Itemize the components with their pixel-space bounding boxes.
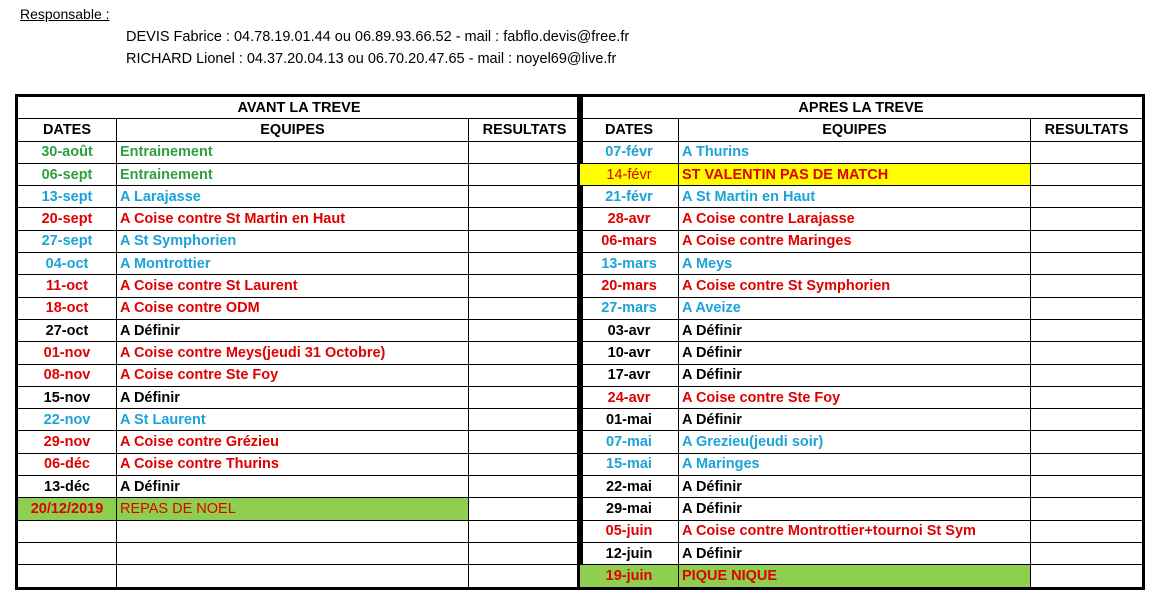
result-cell xyxy=(1031,208,1144,230)
team-cell: A Coise contre Meys(jeudi 31 Octobre) xyxy=(117,342,469,364)
table-row xyxy=(17,409,582,431)
table-row xyxy=(579,275,1144,297)
table-row xyxy=(17,476,582,498)
result-cell xyxy=(1031,141,1144,163)
table-row xyxy=(17,453,582,475)
table-row xyxy=(579,319,1144,341)
date-cell: 21-févr xyxy=(579,186,679,208)
date-cell xyxy=(17,542,117,564)
responsable-label: Responsable : xyxy=(20,6,110,22)
team-cell: A Coise contre St Laurent xyxy=(117,275,469,297)
table-row xyxy=(17,253,582,275)
date-cell: 29-nov xyxy=(17,431,117,453)
team-cell: A Définir xyxy=(117,319,469,341)
team-cell xyxy=(117,542,469,564)
date-cell: 06-déc xyxy=(17,453,117,475)
date-cell: 08-nov xyxy=(17,364,117,386)
table-row xyxy=(579,565,1144,588)
result-cell xyxy=(469,297,582,319)
result-cell xyxy=(469,253,582,275)
result-cell xyxy=(469,565,582,588)
table-row xyxy=(579,498,1144,520)
date-cell: 30-août xyxy=(17,141,117,163)
team-cell: REPAS DE NOEL xyxy=(117,498,469,520)
team-cell: A Coise contre Larajasse xyxy=(679,208,1031,230)
result-cell xyxy=(469,542,582,564)
table-row xyxy=(579,186,1144,208)
date-cell: 27-sept xyxy=(17,230,117,252)
table-row xyxy=(17,565,582,588)
contact-header xyxy=(0,0,1162,90)
result-cell xyxy=(469,186,582,208)
result-cell xyxy=(469,520,582,542)
table-row xyxy=(579,364,1144,386)
team-cell: A Meys xyxy=(679,253,1031,275)
team-cell: A Coise contre St Symphorien xyxy=(679,275,1031,297)
date-cell: 01-mai xyxy=(579,409,679,431)
date-cell: 20/12/2019 xyxy=(17,498,117,520)
date-cell xyxy=(17,565,117,588)
team-cell: Entrainement xyxy=(117,163,469,185)
date-cell: 07-mai xyxy=(579,431,679,453)
result-cell xyxy=(469,386,582,408)
result-cell xyxy=(1031,431,1144,453)
team-cell: PIQUE NIQUE xyxy=(679,565,1031,588)
result-cell xyxy=(469,230,582,252)
table-title: APRES LA TREVE xyxy=(579,96,1144,119)
team-cell: A Coise contre Ste Foy xyxy=(679,386,1031,408)
result-cell xyxy=(469,453,582,475)
team-cell: A Coise contre Thurins xyxy=(117,453,469,475)
team-cell: A Grezieu(jeudi soir) xyxy=(679,431,1031,453)
column-header-dates: DATES xyxy=(579,119,679,141)
team-cell: A Définir xyxy=(679,409,1031,431)
date-cell: 13-déc xyxy=(17,476,117,498)
team-cell: A Définir xyxy=(679,364,1031,386)
table-row xyxy=(17,319,582,341)
result-cell xyxy=(469,141,582,163)
date-cell: 06-sept xyxy=(17,163,117,185)
result-cell xyxy=(469,208,582,230)
result-cell xyxy=(469,342,582,364)
table-apres-la-treve xyxy=(577,94,1145,590)
date-cell: 07-févr xyxy=(579,141,679,163)
table-row xyxy=(17,297,582,319)
table-row xyxy=(579,342,1144,364)
result-cell xyxy=(469,476,582,498)
team-cell: A Coise contre ODM xyxy=(117,297,469,319)
date-cell: 11-oct xyxy=(17,275,117,297)
date-cell: 03-avr xyxy=(579,319,679,341)
table-row xyxy=(579,542,1144,564)
team-cell: A Coise contre Maringes xyxy=(679,230,1031,252)
team-cell xyxy=(117,520,469,542)
table-row xyxy=(17,163,582,185)
date-cell: 20-sept xyxy=(17,208,117,230)
table-row xyxy=(579,230,1144,252)
date-cell: 19-juin xyxy=(579,565,679,588)
result-cell xyxy=(1031,386,1144,408)
result-cell xyxy=(469,431,582,453)
date-cell: 18-oct xyxy=(17,297,117,319)
column-header-equipes: EQUIPES xyxy=(679,119,1031,141)
result-cell xyxy=(1031,476,1144,498)
date-cell: 13-sept xyxy=(17,186,117,208)
contact-line-devis: DEVIS Fabrice : 04.78.19.01.44 ou 06.89.93.66.52 - mail : fabflo.devis@free.fr xyxy=(126,29,630,45)
result-cell xyxy=(1031,342,1144,364)
team-cell: A Définir xyxy=(679,498,1031,520)
table-row xyxy=(17,542,582,564)
date-cell: 10-avr xyxy=(579,342,679,364)
table-row xyxy=(579,141,1144,163)
table-row xyxy=(17,275,582,297)
date-cell: 27-mars xyxy=(579,297,679,319)
date-cell: 17-avr xyxy=(579,364,679,386)
table-row xyxy=(17,141,582,163)
team-cell: A Coise contre Ste Foy xyxy=(117,364,469,386)
result-cell xyxy=(1031,319,1144,341)
table-row xyxy=(17,208,582,230)
table-row xyxy=(17,498,582,520)
date-cell: 15-nov xyxy=(17,386,117,408)
result-cell xyxy=(1031,186,1144,208)
result-cell xyxy=(1031,520,1144,542)
team-cell: A Définir xyxy=(117,386,469,408)
table-row xyxy=(17,520,582,542)
table-row xyxy=(579,409,1144,431)
team-cell: A Définir xyxy=(679,342,1031,364)
date-cell: 24-avr xyxy=(579,386,679,408)
result-cell xyxy=(469,163,582,185)
date-cell: 27-oct xyxy=(17,319,117,341)
table-row xyxy=(579,431,1144,453)
team-cell: A Maringes xyxy=(679,453,1031,475)
column-header-resultats: RESULTATS xyxy=(1031,119,1144,141)
date-cell: 20-mars xyxy=(579,275,679,297)
table-row xyxy=(17,342,582,364)
date-cell: 04-oct xyxy=(17,253,117,275)
result-cell xyxy=(469,275,582,297)
team-cell xyxy=(117,565,469,588)
result-cell xyxy=(1031,498,1144,520)
result-cell xyxy=(1031,163,1144,185)
result-cell xyxy=(1031,453,1144,475)
date-cell: 12-juin xyxy=(579,542,679,564)
team-cell: A Coise contre Montrottier+tournoi St Sym xyxy=(679,520,1031,542)
team-cell: A St Laurent xyxy=(117,409,469,431)
result-cell xyxy=(1031,253,1144,275)
column-header-resultats: RESULTATS xyxy=(469,119,582,141)
table-row xyxy=(17,230,582,252)
table-row xyxy=(579,297,1144,319)
date-cell: 01-nov xyxy=(17,342,117,364)
date-cell: 29-mai xyxy=(579,498,679,520)
contact-line-richard: RICHARD Lionel : 04.37.20.04.13 ou 06.70.20.47.65 - mail : noyel69@live.fr xyxy=(126,51,617,67)
result-cell xyxy=(1031,364,1144,386)
table-row xyxy=(17,186,582,208)
result-cell xyxy=(1031,230,1144,252)
date-cell: 22-nov xyxy=(17,409,117,431)
team-cell: A St Martin en Haut xyxy=(679,186,1031,208)
result-cell xyxy=(1031,275,1144,297)
date-cell xyxy=(17,520,117,542)
column-header-equipes: EQUIPES xyxy=(117,119,469,141)
result-cell xyxy=(469,409,582,431)
result-cell xyxy=(1031,565,1144,588)
table-row xyxy=(579,163,1144,185)
date-cell: 14-févr xyxy=(579,163,679,185)
team-cell: ST VALENTIN PAS DE MATCH xyxy=(679,163,1031,185)
result-cell xyxy=(469,364,582,386)
team-cell: A Aveize xyxy=(679,297,1031,319)
result-cell xyxy=(469,319,582,341)
table-row xyxy=(17,431,582,453)
team-cell: A Coise contre Grézieu xyxy=(117,431,469,453)
team-cell: A Coise contre St Martin en Haut xyxy=(117,208,469,230)
team-cell: A Définir xyxy=(117,476,469,498)
team-cell: A Définir xyxy=(679,542,1031,564)
date-cell: 06-mars xyxy=(579,230,679,252)
table-row xyxy=(17,386,582,408)
team-cell: A Définir xyxy=(679,319,1031,341)
table-row xyxy=(579,386,1144,408)
table-avant-la-treve xyxy=(15,94,583,590)
result-cell xyxy=(1031,409,1144,431)
date-cell: 22-mai xyxy=(579,476,679,498)
table-row xyxy=(579,476,1144,498)
team-cell: A Montrottier xyxy=(117,253,469,275)
date-cell: 05-juin xyxy=(579,520,679,542)
table-row xyxy=(579,520,1144,542)
date-cell: 13-mars xyxy=(579,253,679,275)
result-cell xyxy=(469,498,582,520)
team-cell: A St Symphorien xyxy=(117,230,469,252)
table-row xyxy=(17,364,582,386)
date-cell: 28-avr xyxy=(579,208,679,230)
table-row xyxy=(579,253,1144,275)
team-cell: A Définir xyxy=(679,476,1031,498)
column-header-dates: DATES xyxy=(17,119,117,141)
table-row xyxy=(579,208,1144,230)
date-cell: 15-mai xyxy=(579,453,679,475)
result-cell xyxy=(1031,297,1144,319)
team-cell: A Thurins xyxy=(679,141,1031,163)
result-cell xyxy=(1031,542,1144,564)
table-row xyxy=(579,453,1144,475)
team-cell: Entrainement xyxy=(117,141,469,163)
team-cell: A Larajasse xyxy=(117,186,469,208)
table-title: AVANT LA TREVE xyxy=(17,96,582,119)
